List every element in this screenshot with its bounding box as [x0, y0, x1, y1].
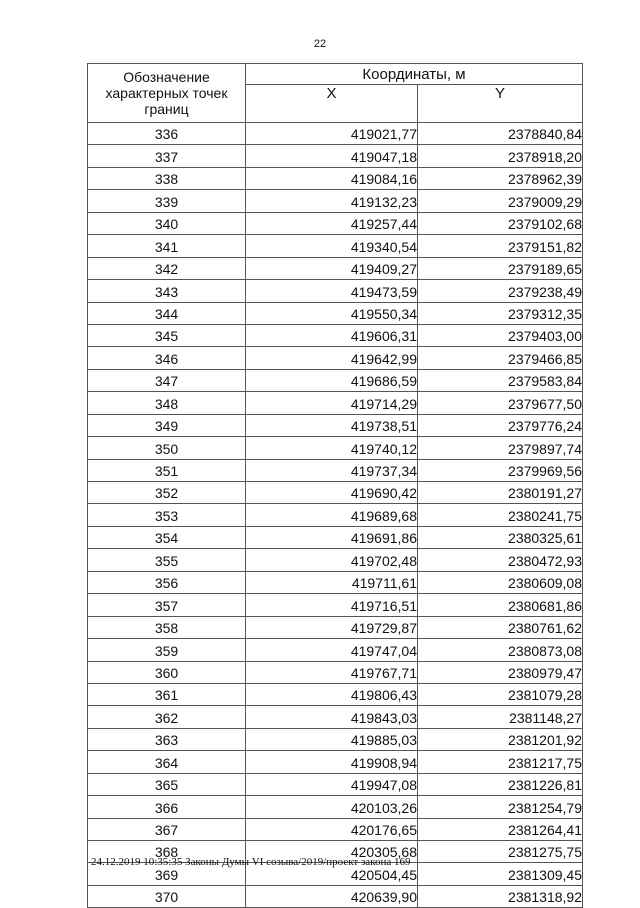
x-coordinate-cell: 419340,54 — [246, 235, 418, 257]
point-number-cell: 361 — [88, 683, 246, 705]
table-row — [88, 212, 583, 234]
x-coordinate-cell: 419806,43 — [246, 683, 418, 705]
x-coordinate-cell: 419132,23 — [246, 190, 418, 212]
y-coordinate-cell: 2380761,62 — [418, 616, 583, 638]
y-coordinate-cell: 2381079,28 — [418, 683, 583, 705]
y-coordinate-cell: 2379583,84 — [418, 369, 583, 391]
y-coordinate-cell: 2381318,92 — [418, 885, 583, 907]
table-row — [88, 751, 583, 773]
x-coordinate-cell: 419047,18 — [246, 145, 418, 167]
y-coordinate-cell: 2379776,24 — [418, 414, 583, 436]
x-coordinate-cell: 420305,68 — [246, 841, 418, 863]
point-number-cell: 349 — [88, 414, 246, 436]
x-coordinate-cell: 420504,45 — [246, 863, 418, 885]
x-coordinate-cell: 420176,65 — [246, 818, 418, 840]
table-row — [88, 437, 583, 459]
x-coordinate-cell: 419257,44 — [246, 212, 418, 234]
table-row — [88, 549, 583, 571]
table-row — [88, 526, 583, 548]
table-row — [88, 594, 583, 616]
x-coordinate-cell: 419740,12 — [246, 437, 418, 459]
point-number-cell: 355 — [88, 549, 246, 571]
page-number: 22 — [313, 38, 327, 50]
point-number-cell: 338 — [88, 167, 246, 189]
x-coordinate-cell: 419550,34 — [246, 302, 418, 324]
table-row — [88, 302, 583, 324]
point-number-cell: 342 — [88, 257, 246, 279]
x-coordinate-cell: 419747,04 — [246, 639, 418, 661]
y-coordinate-cell: 2379969,56 — [418, 459, 583, 481]
x-coordinate-cell: 419686,59 — [246, 369, 418, 391]
point-number-cell: 346 — [88, 347, 246, 369]
point-number-cell: 350 — [88, 437, 246, 459]
x-coordinate-cell: 419021,77 — [246, 123, 418, 145]
point-number-cell: 357 — [88, 594, 246, 616]
x-header: X — [246, 85, 418, 123]
y-coordinate-cell: 2378840,84 — [418, 123, 583, 145]
table-row — [88, 145, 583, 167]
point-number-cell: 368 — [88, 841, 246, 863]
table-row — [88, 683, 583, 705]
point-number-cell: 345 — [88, 324, 246, 346]
table-row — [88, 728, 583, 750]
y-coordinate-cell: 2381264,41 — [418, 818, 583, 840]
y-coordinate-cell: 2379677,50 — [418, 392, 583, 414]
table-row — [88, 347, 583, 369]
designation-header: Обозначение характерных точек границ — [88, 64, 246, 123]
y-coordinate-cell: 2379897,74 — [418, 437, 583, 459]
point-number-cell: 366 — [88, 796, 246, 818]
coordinates-table — [87, 63, 583, 908]
table-row — [88, 324, 583, 346]
y-coordinate-cell: 2380979,47 — [418, 661, 583, 683]
table-row — [88, 482, 583, 504]
table-body — [88, 123, 583, 908]
point-number-cell: 356 — [88, 571, 246, 593]
y-coordinate-cell: 2379312,35 — [418, 302, 583, 324]
x-coordinate-cell: 419711,61 — [246, 571, 418, 593]
table-row — [88, 414, 583, 436]
point-number-cell: 367 — [88, 818, 246, 840]
x-coordinate-cell: 419690,42 — [246, 482, 418, 504]
table-row — [88, 392, 583, 414]
point-number-cell: 358 — [88, 616, 246, 638]
x-coordinate-cell: 419409,27 — [246, 257, 418, 279]
table-row — [88, 796, 583, 818]
x-coordinate-cell: 419689,68 — [246, 504, 418, 526]
point-number-cell: 341 — [88, 235, 246, 257]
x-coordinate-cell: 419947,08 — [246, 773, 418, 795]
x-coordinate-cell: 419908,94 — [246, 751, 418, 773]
point-number-cell: 339 — [88, 190, 246, 212]
y-coordinate-cell: 2381217,75 — [418, 751, 583, 773]
y-coordinate-cell: 2379102,68 — [418, 212, 583, 234]
table-row — [88, 773, 583, 795]
x-coordinate-cell: 419738,51 — [246, 414, 418, 436]
point-number-cell: 370 — [88, 885, 246, 907]
point-number-cell: 369 — [88, 863, 246, 885]
table-row — [88, 459, 583, 481]
point-number-cell: 343 — [88, 280, 246, 302]
point-number-cell: 351 — [88, 459, 246, 481]
x-coordinate-cell: 420103,26 — [246, 796, 418, 818]
table-row — [88, 123, 583, 145]
y-coordinate-cell: 2381309,45 — [418, 863, 583, 885]
point-number-cell: 348 — [88, 392, 246, 414]
y-coordinate-cell: 2381275,75 — [418, 841, 583, 863]
y-coordinate-cell: 2380325,61 — [418, 526, 583, 548]
footer-stamp: 24.12.2019 10:35:35 Законы Думы VI созыва/2019/проект закона 169 — [91, 856, 411, 868]
x-coordinate-cell: 419084,16 — [246, 167, 418, 189]
y-header: Y — [418, 85, 583, 123]
x-coordinate-cell: 419843,03 — [246, 706, 418, 728]
y-coordinate-cell: 2380873,08 — [418, 639, 583, 661]
x-coordinate-cell: 419729,87 — [246, 616, 418, 638]
table-row — [88, 235, 583, 257]
y-coordinate-cell: 2379009,29 — [418, 190, 583, 212]
point-number-cell: 354 — [88, 526, 246, 548]
coordinates-header: Координаты, м — [246, 64, 583, 85]
table-row — [88, 369, 583, 391]
y-coordinate-cell: 2380472,93 — [418, 549, 583, 571]
point-number-cell: 353 — [88, 504, 246, 526]
point-number-cell: 359 — [88, 639, 246, 661]
y-coordinate-cell: 2381201,92 — [418, 728, 583, 750]
y-coordinate-cell: 2378918,20 — [418, 145, 583, 167]
point-number-cell: 362 — [88, 706, 246, 728]
point-number-cell: 352 — [88, 482, 246, 504]
table-row — [88, 280, 583, 302]
point-number-cell: 364 — [88, 751, 246, 773]
x-coordinate-cell: 419606,31 — [246, 324, 418, 346]
y-coordinate-cell: 2380609,08 — [418, 571, 583, 593]
x-coordinate-cell: 419642,99 — [246, 347, 418, 369]
point-number-cell: 365 — [88, 773, 246, 795]
point-number-cell: 363 — [88, 728, 246, 750]
y-coordinate-cell: 2380681,86 — [418, 594, 583, 616]
y-coordinate-cell: 2380241,75 — [418, 504, 583, 526]
point-number-cell: 336 — [88, 123, 246, 145]
y-coordinate-cell: 2381226,81 — [418, 773, 583, 795]
table-row — [88, 616, 583, 638]
x-coordinate-cell: 419767,71 — [246, 661, 418, 683]
y-coordinate-cell: 2379466,85 — [418, 347, 583, 369]
point-number-cell: 340 — [88, 212, 246, 234]
x-coordinate-cell: 419473,59 — [246, 280, 418, 302]
point-number-cell: 344 — [88, 302, 246, 324]
table-row — [88, 639, 583, 661]
y-coordinate-cell: 2379189,65 — [418, 257, 583, 279]
x-coordinate-cell: 419691,86 — [246, 526, 418, 548]
x-coordinate-cell: 419885,03 — [246, 728, 418, 750]
table-row — [88, 818, 583, 840]
y-coordinate-cell: 2381254,79 — [418, 796, 583, 818]
table-row — [88, 167, 583, 189]
y-coordinate-cell: 2381148,27 — [418, 706, 583, 728]
table-row — [88, 257, 583, 279]
table-row — [88, 885, 583, 907]
y-coordinate-cell: 2380191,27 — [418, 482, 583, 504]
table-row — [88, 504, 583, 526]
x-coordinate-cell: 419716,51 — [246, 594, 418, 616]
y-coordinate-cell: 2379151,82 — [418, 235, 583, 257]
point-number-cell: 360 — [88, 661, 246, 683]
x-coordinate-cell: 420639,90 — [246, 885, 418, 907]
y-coordinate-cell: 2379238,49 — [418, 280, 583, 302]
x-coordinate-cell: 419714,29 — [246, 392, 418, 414]
point-number-cell: 337 — [88, 145, 246, 167]
table-row — [88, 571, 583, 593]
point-number-cell: 347 — [88, 369, 246, 391]
y-coordinate-cell: 2378962,39 — [418, 167, 583, 189]
table-row — [88, 190, 583, 212]
table-row — [88, 706, 583, 728]
x-coordinate-cell: 419702,48 — [246, 549, 418, 571]
x-coordinate-cell: 419737,34 — [246, 459, 418, 481]
y-coordinate-cell: 2379403,00 — [418, 324, 583, 346]
table-row — [88, 661, 583, 683]
